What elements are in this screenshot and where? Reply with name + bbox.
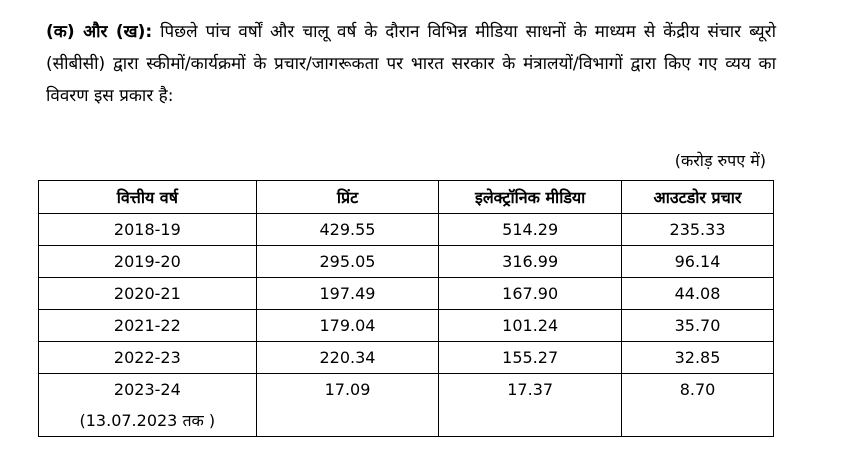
cell-electronic: 167.90 [439,278,622,310]
header-financial-year: वित्तीय वर्ष [39,181,257,214]
cell-outdoor: 44.08 [622,278,774,310]
cell-electronic: 316.99 [439,246,622,278]
cell-outdoor: 32.85 [622,342,774,374]
cell-year: 2018-19 [39,214,257,246]
intro-text: पिछले पांच वर्षों और चालू वर्ष के दौरान विभिन्न मीडिया साधनों के माध्यम से केंद्रीय संचार ब्यूरो (सीबीसी) द्वारा स्कीमों/कार्यक्रमों के प्रचार/जागरूकता पर भारत सरकार के मंत्रालयों/विभागों द्वारा किए गए व्यय का विवरण इस प्रकार है: [46,22,776,106]
cell-outdoor [622,374,774,437]
table-header-row [39,181,774,214]
cell-print [256,374,439,437]
cell-electronic [439,374,622,437]
cell-year-value: 2023-24 [113,380,181,399]
table-row [39,278,774,310]
cell-year: 2022-23 [39,342,257,374]
cell-electronic: 155.27 [439,342,622,374]
cell-year: 2021-22 [39,310,257,342]
cell-outdoor: 35.70 [622,310,774,342]
expenditure-table [38,180,774,437]
header-outdoor-publicity: आउटडोर प्रचार [622,181,774,214]
table-row [39,214,774,246]
table-row-current-year [39,374,774,437]
cell-electronic: 514.29 [439,214,622,246]
cell-print: 220.34 [256,342,439,374]
cell-electronic: 101.24 [439,310,622,342]
cell-outdoor: 96.14 [622,246,774,278]
table-row [39,310,774,342]
table-row [39,342,774,374]
intro-lead: (क) और (ख): [46,22,153,42]
cell-print: 179.04 [256,310,439,342]
header-electronic-media: इलेक्ट्रॉनिक मीडिया [439,181,622,214]
header-print: प्रिंट [256,181,439,214]
cell-print: 429.55 [256,214,439,246]
cell-year [39,374,257,437]
cell-print: 295.05 [256,246,439,278]
cell-year-note: (13.07.2023 तक ) [79,411,216,430]
cell-electronic-value: 17.37 [507,380,554,399]
cell-print: 197.49 [256,278,439,310]
cell-outdoor-value: 8.70 [679,380,716,399]
intro-paragraph [46,16,776,112]
cell-print-value: 17.09 [324,380,371,399]
table-row [39,246,774,278]
unit-note: (करोड़ रुपए में) [674,151,766,170]
cell-year: 2019-20 [39,246,257,278]
cell-outdoor: 235.33 [622,214,774,246]
cell-year: 2020-21 [39,278,257,310]
